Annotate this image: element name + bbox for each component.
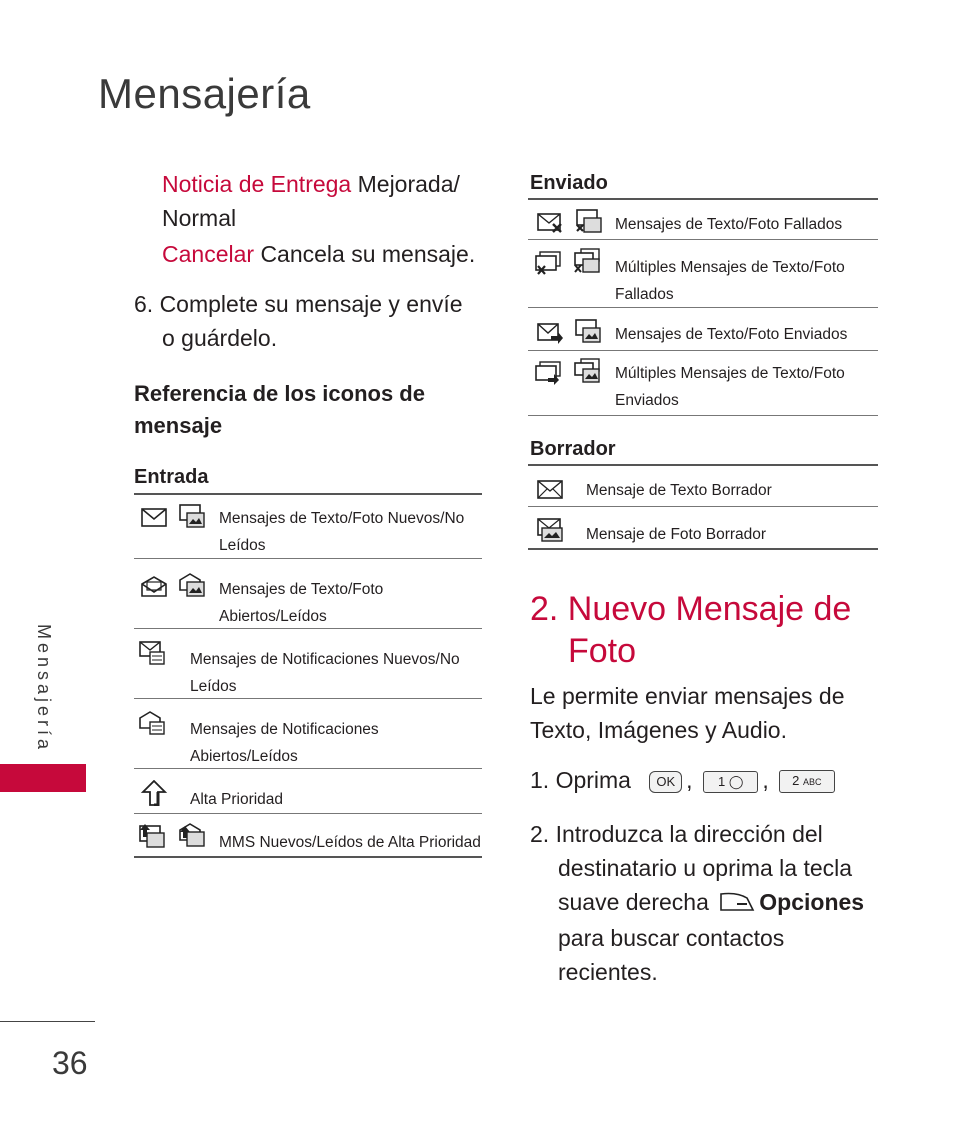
row-divider bbox=[134, 698, 482, 699]
borrador-rule bbox=[528, 464, 878, 466]
step2-line4: para buscar contactos bbox=[558, 924, 785, 951]
ref-heading-2: mensaje bbox=[134, 413, 223, 438]
soft-key-right-icon bbox=[719, 887, 755, 921]
entrada-row-3-line1: Mensajes de Notificaciones Nuevos/No bbox=[190, 651, 460, 668]
step1-text: 1. Oprima bbox=[530, 767, 631, 793]
entrada-row-4-line1: Mensajes de Notificaciones bbox=[190, 721, 379, 738]
key-2-label: 2 bbox=[792, 773, 800, 789]
step6-line2: o guárdelo. bbox=[162, 325, 278, 351]
step-6 bbox=[134, 287, 463, 355]
intro-line2: Texto, Imágenes y Audio. bbox=[530, 717, 787, 743]
step-1 bbox=[530, 763, 839, 797]
high-priority-arrow-icon bbox=[140, 780, 168, 806]
envelope-icon bbox=[140, 505, 168, 531]
ref-heading bbox=[134, 378, 425, 442]
entrada-row-1-line1: Mensajes de Texto/Foto Nuevos/No bbox=[219, 510, 465, 527]
sent-message-icon bbox=[536, 320, 564, 346]
multiple-sent-picture-icon bbox=[573, 358, 601, 384]
entrada-row-5-line1: Alta Prioridad bbox=[190, 791, 284, 808]
multiple-failed-picture-icon bbox=[573, 248, 601, 274]
entrada-row-1-line2: Leídos bbox=[219, 537, 266, 554]
enviado-heading: Enviado bbox=[530, 172, 608, 194]
noticia-label: Noticia de Entrega bbox=[162, 171, 352, 197]
comma: , bbox=[686, 767, 693, 793]
noticia-text-1: Mejorada/ bbox=[357, 171, 460, 197]
step2-line3: suave derecha bbox=[558, 889, 709, 915]
entrada-row-3-line2: Leídos bbox=[190, 678, 237, 695]
row-divider bbox=[528, 239, 878, 240]
entrada-row-2 bbox=[219, 576, 383, 630]
failed-picture-message-icon bbox=[575, 208, 603, 234]
entrada-row-5 bbox=[190, 786, 283, 813]
enviado-row-1 bbox=[615, 211, 842, 238]
noticia-text-2: Normal bbox=[162, 205, 237, 231]
enviado-row-3 bbox=[615, 321, 847, 348]
enviado-row-1-line1: Mensajes de Texto/Foto Fallados bbox=[615, 216, 843, 233]
enviado-row-2-line1: Múltiples Mensajes de Texto/Foto bbox=[615, 259, 845, 276]
step2-line2: destinatario u oprima la tecla bbox=[558, 855, 853, 881]
enviado-rule bbox=[528, 198, 878, 200]
page-number: 36 bbox=[52, 1045, 88, 1081]
cancelar-label: Cancelar bbox=[162, 241, 255, 267]
key-2-sub: ABC bbox=[803, 777, 822, 788]
comma: , bbox=[762, 767, 769, 793]
row-divider bbox=[134, 813, 482, 814]
section-title-2: Foto bbox=[568, 632, 637, 670]
cancelar-text: Cancela su mensaje. bbox=[260, 241, 476, 267]
step2-line5: recientes. bbox=[558, 958, 658, 985]
draft-message-icon bbox=[536, 477, 564, 503]
step-2 bbox=[530, 817, 864, 989]
cancelar-row bbox=[162, 237, 475, 271]
borrador-row-2 bbox=[586, 521, 766, 548]
row-divider bbox=[134, 768, 482, 769]
row-divider bbox=[528, 350, 878, 351]
step6-line1: 6. Complete su mensaje y envíe bbox=[134, 291, 463, 317]
entrada-row-3 bbox=[190, 646, 460, 700]
entrada-row-6 bbox=[219, 829, 481, 856]
sent-picture-message-icon bbox=[574, 318, 602, 344]
multiple-sent-icon bbox=[534, 360, 562, 386]
entrada-row-4-line2: Abiertos/Leídos bbox=[190, 748, 298, 765]
row-divider bbox=[134, 628, 482, 629]
borrador-heading: Borrador bbox=[530, 438, 616, 460]
open-envelope-icon bbox=[140, 574, 168, 600]
borrador-row-1 bbox=[586, 477, 772, 504]
enviado-bottom-rule bbox=[528, 415, 878, 416]
entrada-row-6-line1: MMS Nuevos/Leídos de Alta Prioridad bbox=[219, 834, 481, 851]
picture-message-icon bbox=[178, 503, 206, 529]
entrada-row-2-line1: Mensajes de Texto/Foto bbox=[219, 581, 384, 598]
row-divider bbox=[528, 307, 878, 308]
section-title-1: 2. Nuevo Mensaje de bbox=[530, 590, 852, 628]
entrada-heading: Entrada bbox=[134, 466, 209, 488]
borrador-bottom-rule bbox=[528, 548, 878, 550]
footer-rule bbox=[0, 1021, 95, 1022]
entrada-row-4 bbox=[190, 716, 379, 770]
enviado-row-4-line1: Múltiples Mensajes de Texto/Foto bbox=[615, 365, 845, 382]
entrada-row-1 bbox=[219, 505, 464, 559]
open-picture-message-icon bbox=[178, 572, 206, 598]
entrada-row-2-line2: Abiertos/Leídos bbox=[219, 608, 327, 625]
borrador-row-1-line1: Mensaje de Texto Borrador bbox=[586, 482, 772, 499]
section-intro bbox=[530, 679, 845, 747]
failed-message-icon bbox=[536, 210, 564, 236]
ref-heading-1: Referencia de los iconos de bbox=[134, 381, 425, 406]
mms-high-priority-read-icon bbox=[178, 822, 206, 848]
key-1 bbox=[703, 771, 758, 793]
key-2 bbox=[779, 770, 834, 793]
opciones-label: Opciones bbox=[759, 889, 865, 915]
entrada-bottom-rule bbox=[134, 856, 482, 858]
noticia-entrega bbox=[162, 167, 492, 235]
page-title: Mensajería bbox=[98, 70, 311, 117]
row-divider bbox=[134, 558, 482, 559]
notification-new-icon bbox=[138, 640, 166, 666]
key-1-label: 1 bbox=[717, 773, 726, 789]
ok-key: OK bbox=[649, 771, 682, 793]
enviado-row-3-line1: Mensajes de Texto/Foto Enviados bbox=[615, 326, 848, 343]
section-title bbox=[530, 588, 851, 672]
notification-open-icon bbox=[138, 710, 166, 736]
side-tab-label: Mensajería bbox=[34, 624, 54, 754]
entrada-rule bbox=[134, 493, 482, 495]
enviado-row-4 bbox=[615, 360, 845, 414]
row-divider bbox=[528, 506, 878, 507]
borrador-row-2-line1: Mensaje de Foto Borrador bbox=[586, 526, 767, 543]
intro-line1: Le permite enviar mensajes de bbox=[530, 683, 845, 709]
side-tab-marker bbox=[0, 764, 86, 792]
enviado-row-2 bbox=[615, 254, 845, 308]
enviado-row-2-line2: Fallados bbox=[615, 286, 674, 303]
voicemail-icon: ◯ bbox=[728, 773, 744, 789]
mms-high-priority-new-icon bbox=[138, 823, 166, 849]
step2-line1: 2. Introduzca la dirección del bbox=[530, 821, 823, 847]
draft-picture-message-icon bbox=[536, 517, 564, 543]
multiple-failed-icon bbox=[534, 250, 562, 276]
enviado-row-4-line2: Enviados bbox=[615, 392, 679, 409]
